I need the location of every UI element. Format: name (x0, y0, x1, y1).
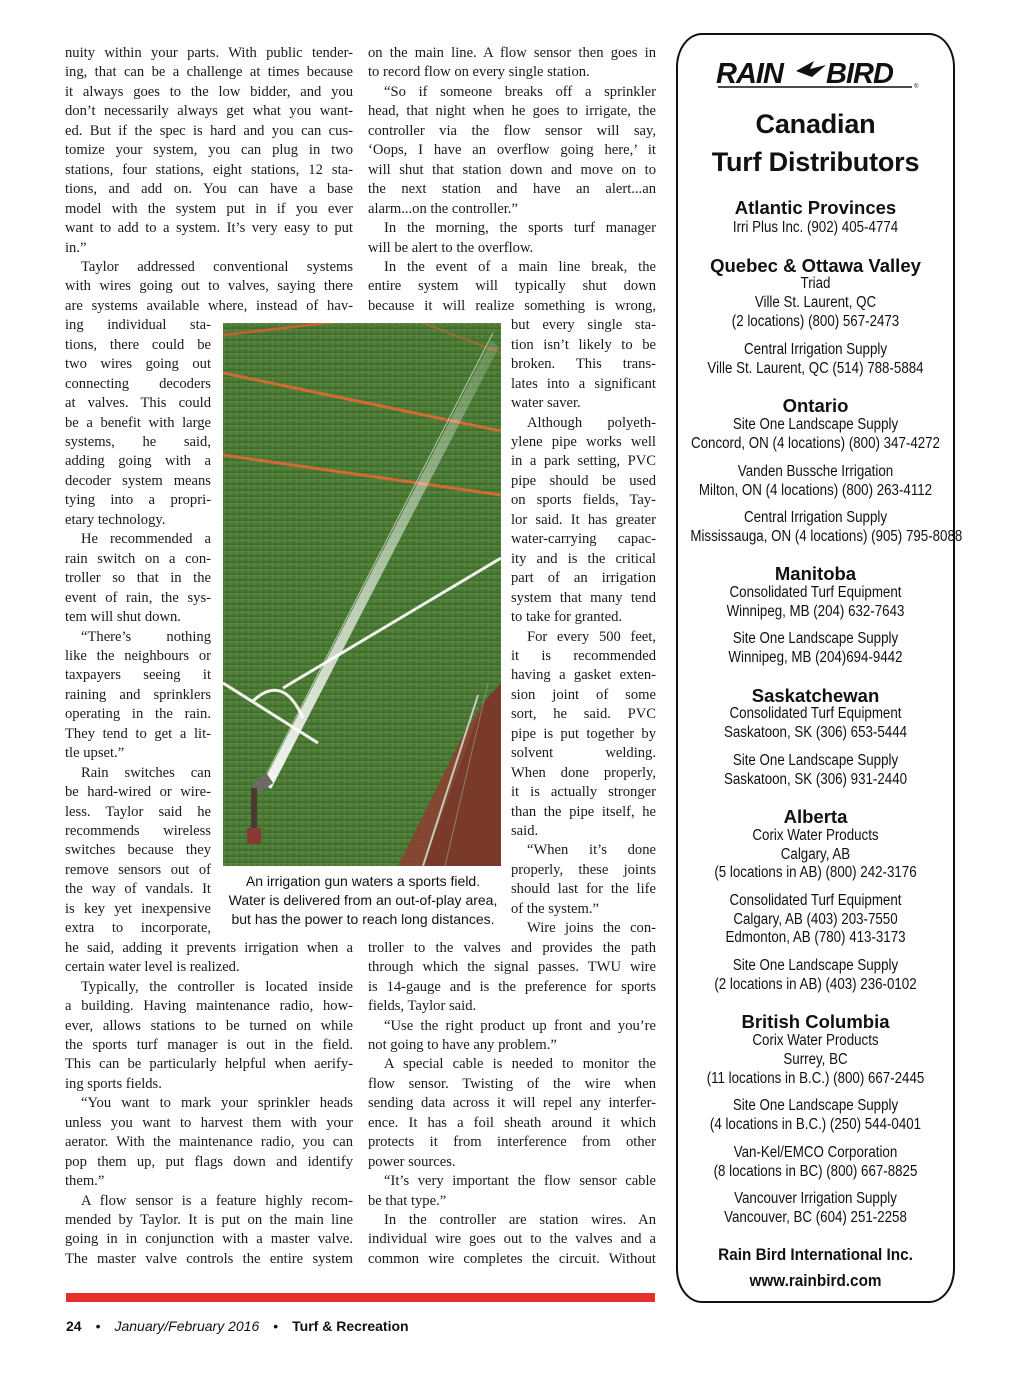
distributor-line: Ville St. Laurent, QC (514) 788-5884 (707, 360, 924, 377)
article-line: the next station and have an alert...an (368, 181, 656, 198)
article-line: operating in the rain. (65, 706, 211, 723)
article-line: are systems available where, instead of hav- (65, 297, 353, 314)
article-line: in a park setting, PVC (511, 453, 656, 470)
distributor-line: (2 locations) (800) 567-2473 (731, 313, 900, 330)
article-line: They tend to get a lit- (65, 725, 211, 742)
distributor-line: Mississauga, ON (4 locations) (905) 795-8088 (690, 528, 963, 545)
svg-text:BIRD: BIRD (826, 58, 893, 89)
article-line: model with the system put in if you ever (65, 200, 353, 217)
article-line: Taylor addressed conventional systems (81, 258, 353, 275)
article-line: adding going with a (65, 453, 211, 470)
distributor-name: Central Irrigation Supply (743, 509, 888, 526)
article-line: it is actually stronger (511, 784, 656, 801)
article-line: In the morning, the sports turf manager (384, 220, 656, 237)
article-line: He recommended a (81, 531, 211, 548)
distributor-name: Site One Landscape Supply (732, 416, 899, 433)
article-line: unless you want to harvest them with your (65, 1114, 353, 1131)
article-line: ever, allows stations to be turned on while (65, 1017, 353, 1034)
sidebar-website-link[interactable]: www.rainbird.com (749, 1271, 882, 1290)
article-line: remove sensors out of (65, 861, 211, 878)
article-line: them.” (65, 1173, 105, 1190)
distributor-line: (4 locations in B.C.) (250) 544-0401 (709, 1116, 922, 1133)
article-line: ity and is the critical (511, 550, 656, 567)
article-line: raining and sprinklers (65, 686, 211, 703)
article-line: having a gasket exten- (511, 667, 656, 684)
article-line: he said, adding it prevents irrigation when a (65, 939, 353, 956)
article-line: tions, there could be (65, 336, 211, 353)
article-line: flow sensor. Twisting of the wire when (368, 1075, 656, 1092)
article-line: water saver. (511, 395, 581, 412)
distributor-line: Calgary, AB (780, 846, 851, 863)
article-line: switches because they (65, 842, 211, 859)
article-line: less. Taylor said he (65, 803, 211, 820)
distributor-line: Saskatoon, SK (306) 931-2440 (723, 771, 908, 788)
article-line: For every 500 feet, (527, 628, 656, 645)
article-line: on sports fields, Tay- (511, 492, 656, 509)
article-line: This can be particularly helpful when aerify- (65, 1056, 353, 1073)
article-line: certain water level is realized. (65, 959, 240, 976)
distributor-name: Corix Water Products (752, 1032, 879, 1049)
article-line: ‘Oops, I have an overflow going here,’ it (368, 142, 656, 159)
caption-line: Water is delivered from an out-of-play area, (228, 892, 498, 908)
distributor-line: Milton, ON (4 locations) (800) 263-4112 (698, 482, 933, 499)
article-line: properly, these joints (511, 861, 656, 878)
footer-rule (66, 1293, 655, 1302)
distributor-name: Consolidated Turf Equipment (729, 705, 902, 722)
article-line: the sports turf manager is out in the field. (65, 1036, 353, 1053)
article-line: lor said. It has greater (511, 511, 656, 528)
article-line: be hard-wired or wire- (65, 784, 211, 801)
distributor-name: Triad (800, 275, 831, 292)
distributor-name: Consolidated Turf Equipment (729, 892, 902, 909)
distributor-line: Vancouver, BC (604) 251-2258 (724, 1209, 907, 1226)
region-heading-atlantic: Atlantic Provinces (734, 197, 897, 218)
article-line: but every single sta- (511, 317, 656, 334)
article-line: ing, that can be a challenge at times because (65, 64, 353, 81)
distributor-name: Site One Landscape Supply (732, 1097, 899, 1114)
article-line: ing individual sta- (65, 317, 211, 334)
distributor-line: (8 locations in BC) (800) 667-8825 (713, 1163, 918, 1180)
article-line: water-carrying capac- (511, 531, 656, 548)
distributor-name: Consolidated Turf Equipment (729, 584, 902, 601)
article-line: connecting decoders (65, 375, 211, 392)
article-line: going in in conjunction with a master valve. (65, 1231, 353, 1248)
article-line: rain switch on a con- (65, 550, 211, 567)
article-line: “It’s very important the flow sensor cable (384, 1173, 656, 1190)
distributor-line: Edmonton, AB (780) 413-3173 (725, 929, 906, 946)
distributor-line: (2 locations in AB) (403) 236-0102 (714, 976, 917, 993)
article-line: part of an irrigation (511, 570, 656, 587)
article-line: alarm...on the controller.” (368, 200, 518, 217)
article-line: head, that night when he goes to irrigate, the (368, 103, 656, 120)
article-line: sending data across it will repel any interfer- (368, 1095, 656, 1112)
article-line: tying into a propri- (65, 492, 211, 509)
article-line: systems, he said, (65, 434, 211, 450)
photo-caption (222, 872, 504, 929)
article-line: troller so that in the (65, 570, 211, 587)
distributor-line: Calgary, AB (403) 203-7550 (733, 911, 898, 928)
distributor-line: Winnipeg, MB (204)694-9442 (728, 649, 903, 666)
article-line: pop them up, put flags down and identify (65, 1153, 353, 1170)
article-line: Wire joins the con- (527, 920, 656, 937)
distributor-name: Site One Landscape Supply (732, 752, 899, 769)
article-line: Rain switches can (81, 764, 211, 781)
article-line: through which the signal passes. TWU wire (368, 959, 656, 976)
article-line: mended by Taylor. It is put on the main line (65, 1212, 353, 1228)
distributor-name: Corix Water Products (752, 827, 879, 844)
article-line: controller via the flow sensor will say, (368, 122, 656, 139)
article-line: extra to incorporate, (65, 920, 211, 937)
caption-line: An irrigation gun waters a sports field. (245, 873, 481, 889)
article-line: tle upset.” (65, 745, 125, 762)
magazine-name: Turf & Recreation (292, 1318, 409, 1334)
article-line: will be alert to the overflow. (368, 239, 534, 256)
article-line: system that many tend (511, 589, 656, 606)
article-line: A special cable is needed to monitor the (384, 1056, 656, 1073)
sports-field-photo (223, 323, 501, 866)
article-line: power sources. (368, 1153, 456, 1170)
issue-date: January/February 2016 (114, 1318, 260, 1334)
article-line: should last for the life (511, 881, 656, 898)
article-line: tion isn’t likely to be (511, 336, 656, 353)
sidebar-company: Rain Bird International Inc. (718, 1245, 913, 1264)
article-line: Typically, the controller is located inside (81, 978, 353, 995)
article-line: In the event of a main line break, the (384, 258, 656, 275)
article-line: don’t necessarily always get what you want- (65, 103, 353, 120)
rain-bird-logo (714, 55, 924, 89)
article-line: not going to have any problem.” (368, 1036, 557, 1053)
article-line: to take for granted. (511, 609, 623, 626)
article-line: in.” (65, 239, 87, 256)
article-line: sort, he said. PVC (511, 706, 656, 723)
article-line: stations, four stations, eight stations, 12 sta- (65, 161, 353, 178)
article-line: tomize your system, you can plug in two (65, 142, 353, 159)
distributor-name: Central Irrigation Supply (743, 341, 888, 358)
article-line: common wire completes the circuit. Without (368, 1250, 656, 1267)
article-line: a building. Having maintenance radio, how- (65, 998, 353, 1015)
article-line: pipe is put together by (511, 725, 656, 742)
distributor-line: Ville St. Laurent, QC (754, 294, 877, 311)
article-line: like the neighbours or (65, 647, 211, 664)
article-line: solvent welding. (511, 745, 656, 762)
article-line: When done properly, (511, 764, 656, 781)
region-heading-saskatchewan: Saskatchewan (751, 685, 880, 706)
article-line: with wires going out to valves, saying there (65, 278, 353, 295)
distributor-name: Van-Kel/EMCO Corporation (733, 1144, 898, 1161)
article-line: aerator. With the maintenance radio, you can (65, 1134, 353, 1151)
distributor-name: Site One Landscape Supply (732, 957, 899, 974)
article-line: to record flow on every single station. (368, 64, 590, 81)
article-line: troller to the valves and provides the path (368, 939, 656, 956)
article-line: etary technology. (65, 511, 166, 528)
article-line: “When it’s done (527, 842, 656, 859)
article-line: be that type.” (368, 1192, 447, 1209)
article-line: broken. This trans- (511, 356, 656, 373)
article-line: ence. It has a foil sheath around it which (368, 1114, 656, 1131)
article-line: be a benefit with large (65, 414, 211, 431)
region-heading-quebec: Quebec & Ottawa Valley (710, 255, 921, 276)
article-line: than the pipe itself, he (511, 803, 656, 820)
distributor-name: Vanden Bussche Irrigation (737, 463, 894, 480)
distributor-sidebar (676, 33, 963, 1303)
distributor-line: (5 locations in AB) (800) 242-3176 (714, 864, 917, 881)
svg-text:®: ® (914, 84, 919, 89)
article-line: ylene pipe works well (511, 434, 656, 450)
article-line: individual wire goes out to the valves and a (368, 1231, 656, 1248)
article-line: the way of vandals. It (65, 881, 211, 898)
article-line: at valves. This could (65, 395, 211, 412)
caption-line: but has the power to reach long distances. (231, 911, 495, 927)
distributor-name: Vancouver Irrigation Supply (734, 1190, 897, 1207)
article-line: “You want to mark your sprinkler heads (81, 1095, 353, 1112)
distributor-line: (11 locations in B.C.) (800) 667-2445 (706, 1070, 925, 1087)
article-line: is 14-gauge and is the preference for sports (368, 978, 656, 995)
article-line: lates into a significant (511, 375, 656, 392)
distributor-name: Site One Landscape Supply (732, 630, 899, 647)
region-heading-british-columbia: British Columbia (741, 1011, 890, 1032)
article-line: ing sports fields. (65, 1075, 162, 1092)
article-line: ed. But if the spec is hard and you can cus- (65, 122, 353, 139)
article-line: taxpayers seeing it (65, 667, 211, 684)
article-line: sion joint of some (511, 686, 656, 703)
article-line: on the main line. A flow sensor then goes in (368, 45, 656, 61)
article-line: In the controller are station wires. An (384, 1212, 656, 1228)
article-line: because it will realize something is wrong, (368, 297, 656, 314)
page-footer: 24 • January/February 2016 • Turf & Recreation (66, 1318, 409, 1334)
svg-text:RAIN: RAIN (716, 58, 783, 89)
sidebar-title: Turf Distributors (711, 147, 920, 177)
article-line: tem will shut down. (65, 609, 181, 626)
article-line: fields, Taylor said. (368, 998, 477, 1015)
article-line: pipe should be used (511, 472, 656, 489)
article-line: tions, and add on. You can have a base (65, 181, 353, 198)
region-heading-alberta: Alberta (783, 806, 848, 827)
article-line: The master valve controls the entire system (65, 1250, 353, 1267)
article-line: is key yet inexpensive (65, 900, 211, 917)
article-line: “There’s nothing (81, 628, 211, 645)
page-number: 24 (66, 1318, 82, 1334)
distributor-line: Irri Plus Inc. (902) 405-4774 (732, 219, 899, 236)
sidebar-title: Canadian (755, 109, 876, 139)
article-line: Although polyeth- (527, 414, 656, 431)
article-line: recommends wireless (65, 823, 211, 839)
article-line: said. (511, 823, 539, 839)
article-line: entire system will typically shut down (368, 278, 656, 295)
article-line: nuity within your parts. With public tender- (65, 45, 353, 61)
distributor-line: Surrey, BC (783, 1051, 848, 1068)
distributor-line: Winnipeg, MB (204) 632-7643 (726, 603, 905, 620)
article-line: of the system.” (511, 900, 599, 917)
article-line: it is recommended (511, 647, 656, 664)
article-line: protects it from interference from other (368, 1134, 656, 1151)
region-heading-manitoba: Manitoba (774, 563, 857, 584)
article-line: “Use the right product up front and you’re (384, 1017, 656, 1034)
distributor-line: Saskatoon, SK (306) 653-5444 (723, 724, 908, 741)
article-line: decoder system means (65, 472, 211, 489)
article-line: event of rain, the sys- (65, 589, 211, 606)
article-line: A flow sensor is a feature highly recom- (81, 1192, 353, 1209)
article-line: two wires going out (65, 356, 211, 373)
region-heading-ontario: Ontario (782, 395, 849, 416)
article-line: want to add to a system. It’s very easy to put (65, 220, 353, 237)
article-line: “So if someone breaks off a sprinkler (384, 83, 656, 100)
distributor-line: Concord, ON (4 locations) (800) 347-4272 (691, 435, 940, 452)
article-line: will shut that station down and move on to (368, 161, 656, 178)
article-line: it always goes to the low bidder, and you (65, 83, 353, 100)
